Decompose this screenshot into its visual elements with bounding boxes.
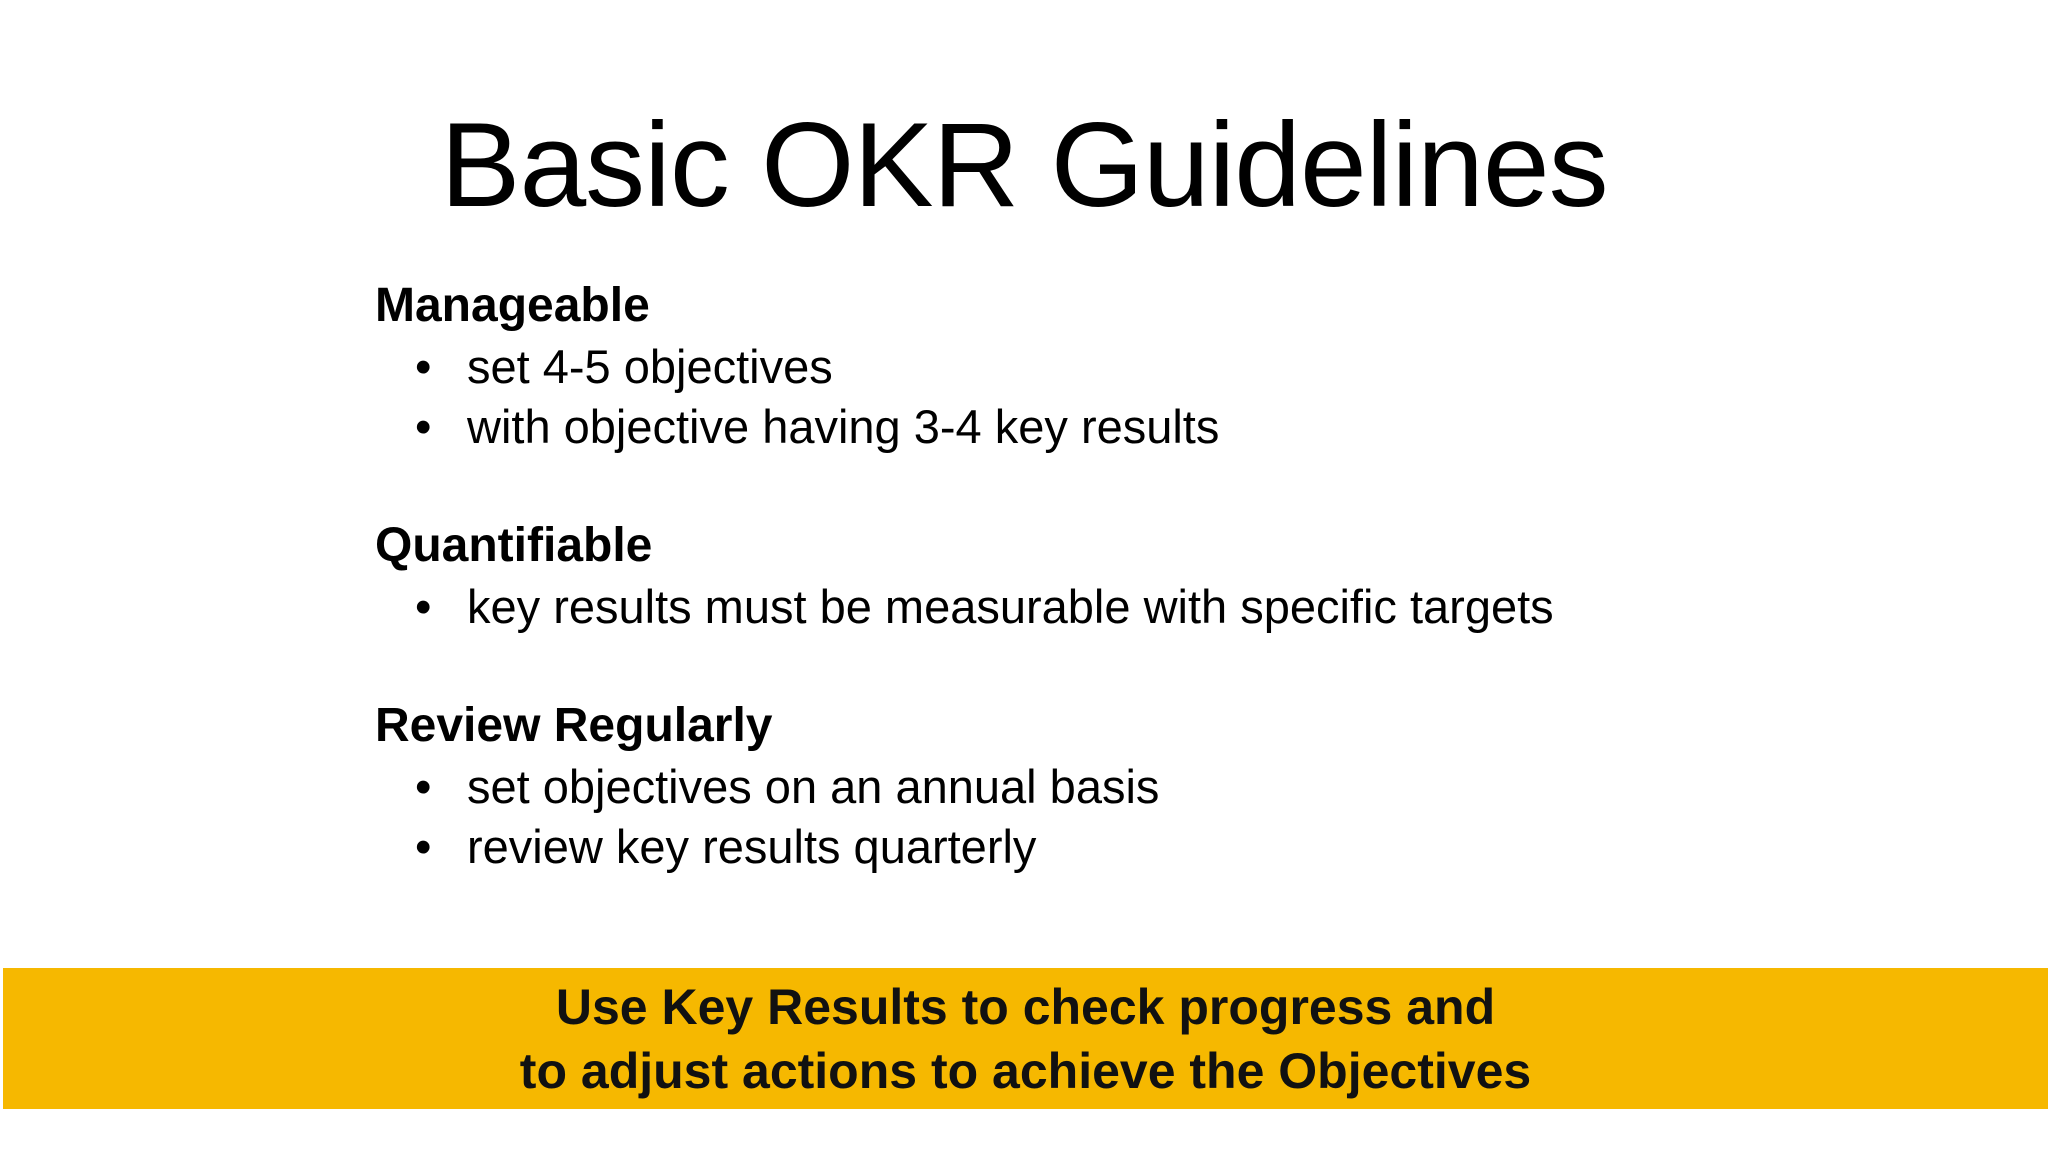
bullet-text: key results must be measurable with specific targets <box>467 580 1554 633</box>
guidelines-content <box>375 275 1775 935</box>
list-item <box>375 577 1775 637</box>
bullet-text: review key results quarterly <box>467 820 1037 873</box>
section-quantifiable <box>375 515 1775 637</box>
section-heading: Review Regularly <box>375 699 773 752</box>
section-review-regularly <box>375 695 1775 877</box>
list-item <box>375 337 1775 397</box>
callout-banner <box>3 968 2048 1109</box>
slide-title: Basic OKR Guidelines <box>440 98 1608 232</box>
banner-line-1: Use Key Results to check progress and <box>555 978 1496 1035</box>
bullet-icon: • <box>415 820 432 873</box>
bullet-list <box>375 337 1775 457</box>
bullet-list <box>375 577 1775 637</box>
section-heading: Quantifiable <box>375 519 653 572</box>
bullet-icon: • <box>415 400 432 453</box>
bullet-text: set objectives on an annual basis <box>467 760 1160 813</box>
section-manageable <box>375 275 1775 457</box>
bullet-icon: • <box>415 760 432 813</box>
list-item <box>375 757 1775 817</box>
bullet-text: set 4-5 objectives <box>467 340 833 393</box>
list-item <box>375 817 1775 877</box>
list-item <box>375 397 1775 457</box>
bullet-icon: • <box>415 580 432 633</box>
bullet-text: with objective having 3-4 key results <box>467 400 1220 453</box>
section-heading: Manageable <box>375 279 650 332</box>
banner-line-2: to adjust actions to achieve the Objectives <box>519 1042 1532 1099</box>
bullet-list <box>375 757 1775 877</box>
bullet-icon: • <box>415 340 432 393</box>
